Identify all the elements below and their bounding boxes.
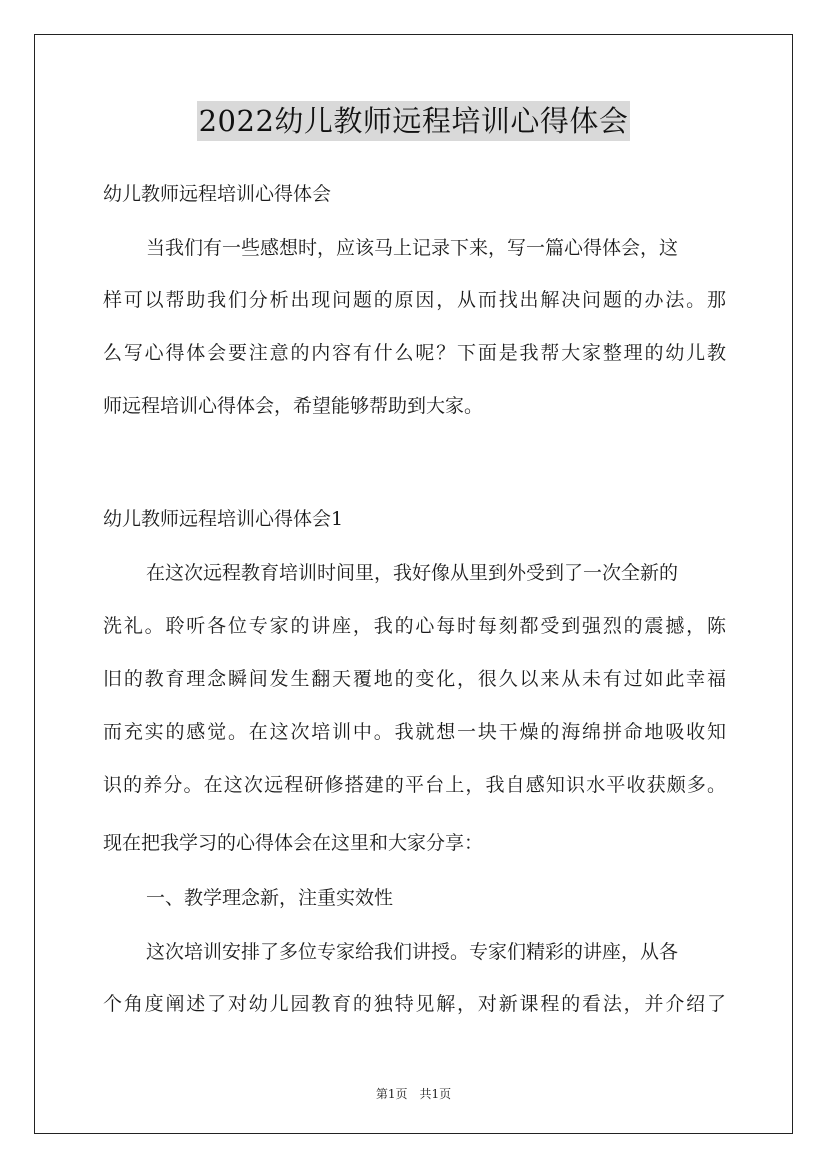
paragraph-line: 在这次远程教育培训时间里，我好像从里到外受到了一次全新的: [146, 562, 679, 584]
paragraph-line: 么写心得体会要注意的内容有什么呢？下面是我帮大家整理的幼儿教: [103, 342, 726, 364]
paragraph-line: 个角度阐述了对幼儿园教育的独特见解，对新课程的看法，并介绍了: [103, 993, 726, 1015]
subsection-heading: 一、教学理念新，注重实效性: [146, 887, 394, 909]
paragraph-line: 这次培训安排了多位专家给我们讲授。专家们精彩的讲座，从各: [146, 941, 679, 963]
paragraph-line: 现在把我学习的心得体会在这里和大家分享：: [103, 832, 484, 854]
paragraph-line: 样可以帮助我们分析出现问题的原因，从而找出解决问题的办法。那: [103, 289, 726, 311]
section-heading: 幼儿教师远程培训心得体会1: [103, 508, 344, 530]
title-container: [0, 101, 827, 141]
paragraph-line: 而充实的感觉。在这次培训中。我就想一块干燥的海绵拼命地吸收知: [103, 721, 726, 743]
paragraph-line: 识的养分。在这次远程研修搭建的平台上，我自感知识水平收获颇多。: [103, 774, 726, 796]
document-title: 2022幼儿教师远程培训心得体会: [197, 101, 631, 141]
intro-heading: 幼儿教师远程培训心得体会: [103, 183, 332, 205]
paragraph-line: 师远程培训心得体会，希望能够帮助到大家。: [103, 395, 484, 417]
paragraph-line: 当我们有一些感想时，应该马上记录下来，写一篇心得体会，这: [146, 237, 679, 259]
paragraph-line: 旧的教育理念瞬间发生翻天覆地的变化，很久以来从未有过如此幸福: [103, 668, 726, 690]
paragraph-line: 洗礼。聆听各位专家的讲座，我的心每时每刻都受到强烈的震撼，陈: [103, 615, 726, 637]
page-number-footer: 第1页 共1页: [375, 1087, 452, 1101]
